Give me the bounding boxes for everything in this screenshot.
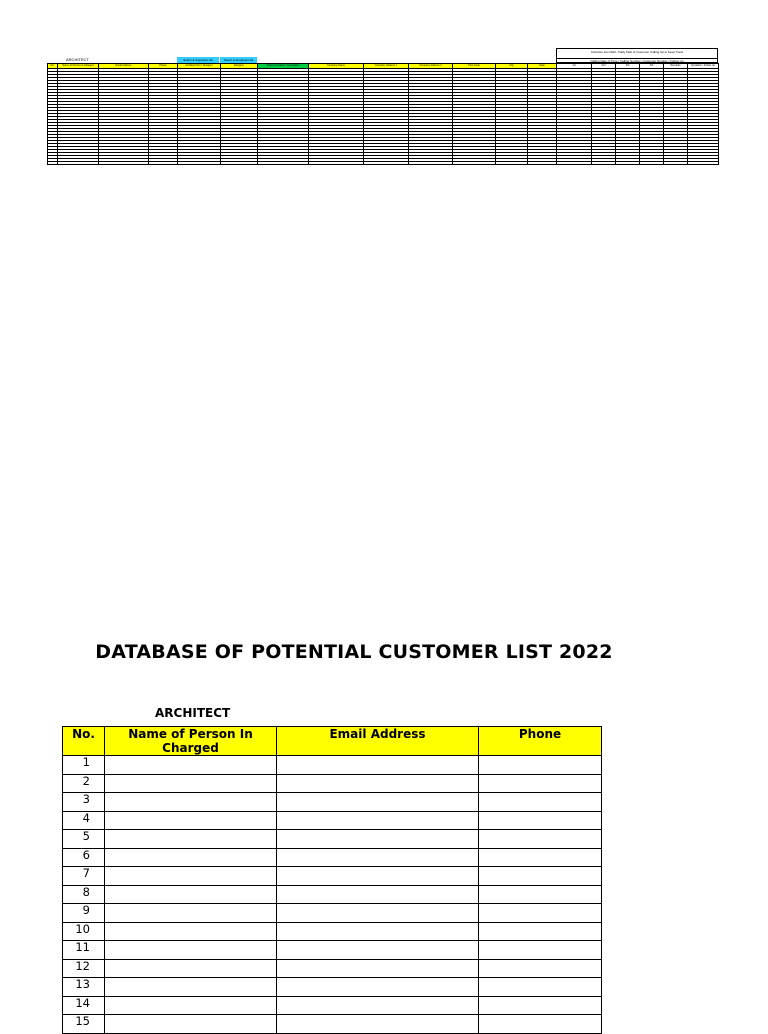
small-table-cell[interactable] [149,162,178,165]
small-spreadsheet [0,0,768,300]
phone-cell[interactable] [479,848,602,867]
category-label: ARCHITECT [155,706,231,720]
row-number: 10 [63,922,105,941]
email-cell[interactable] [277,904,479,923]
name-cell[interactable] [105,904,277,923]
small-table-cell[interactable] [58,162,99,165]
row-number: 4 [63,811,105,830]
phone-cell[interactable] [479,978,602,997]
table-row [63,830,602,849]
phone-cell[interactable] [479,922,602,941]
row-number: 3 [63,793,105,812]
small-table-cell[interactable] [258,162,309,165]
phone-cell[interactable] [479,885,602,904]
row-number: 14 [63,996,105,1015]
small-table-header-cell: Email Address [99,64,149,69]
small-data-table [47,63,719,165]
name-cell[interactable] [105,996,277,1015]
table-row [63,774,602,793]
table-row [63,978,602,997]
phone-cell[interactable] [479,996,602,1015]
email-cell[interactable] [277,978,479,997]
small-table-header-cell: Project Location / Description [258,64,309,69]
email-cell[interactable] [277,848,479,867]
small-table-header-cell: Phone [149,64,178,69]
small-table-cell[interactable] [453,162,496,165]
header-no: No. [63,727,105,756]
small-table-header-cell: Designer [221,64,258,69]
small-table-header-cell: Name of Person In Charged [58,64,99,69]
name-cell[interactable] [105,978,277,997]
row-number: 5 [63,830,105,849]
small-table-header-cell: Company Name [309,64,364,69]
row-number: 15 [63,1015,105,1034]
phone-cell[interactable] [479,774,602,793]
row-number: 7 [63,867,105,886]
small-table-header-cell: Post Code [453,64,496,69]
row-number: 13 [63,978,105,997]
small-table-cell[interactable] [409,162,453,165]
small-table-header-cell: 4th [640,64,664,69]
small-table-cell[interactable] [688,162,719,165]
name-cell[interactable] [105,922,277,941]
row-number: 2 [63,774,105,793]
table-row [63,922,602,941]
row-number: 9 [63,904,105,923]
small-table-cell[interactable] [640,162,664,165]
small-table-cell[interactable] [364,162,409,165]
table-row [63,867,602,886]
name-cell[interactable] [105,848,277,867]
email-cell[interactable] [277,996,479,1015]
table-header-row [63,727,602,756]
document-title: DATABASE OF POTENTIAL CUSTOMER LIST 2022 [95,641,613,663]
small-table-header-cell: Architect Firm / Designer [178,64,221,69]
phone-cell[interactable] [479,941,602,960]
small-table-cell[interactable] [592,162,616,165]
email-cell[interactable] [277,793,479,812]
small-table-cell[interactable] [557,162,592,165]
name-cell[interactable] [105,793,277,812]
email-cell[interactable] [277,885,479,904]
email-cell[interactable] [277,959,479,978]
email-cell[interactable] [277,774,479,793]
phone-cell[interactable] [479,867,602,886]
row-number: 8 [63,885,105,904]
name-cell[interactable] [105,830,277,849]
activity-tracker-title: Activities Jan 2022 : Daily Task of Customer Calling list to Keep Track [590,50,684,54]
email-cell[interactable] [277,922,479,941]
table-row [63,756,602,775]
table-row [63,793,602,812]
name-cell[interactable] [105,885,277,904]
name-cell[interactable] [105,756,277,775]
phone-cell[interactable] [479,904,602,923]
customer-table [62,726,602,1034]
small-table-header-cell: 2nd [592,64,616,69]
header-email: Email Address [277,727,479,756]
phone-cell[interactable] [479,811,602,830]
table-row [63,996,602,1015]
header-name: Name of Person In Charged [105,727,277,756]
small-table-cell[interactable] [664,162,688,165]
name-cell[interactable] [105,959,277,978]
small-table-header-cell: Remarks [664,64,688,69]
phone-cell[interactable] [479,830,602,849]
small-table-cell[interactable] [616,162,640,165]
header-phone: Phone [479,727,602,756]
row-number: 12 [63,959,105,978]
small-table-header-cell: City [496,64,528,69]
table-row [63,941,602,960]
activity-tracker-subtitle: Calling Date of Time / Calling Number / Customer Number / Follow Up [557,58,717,63]
phone-cell[interactable] [479,756,602,775]
phone-cell[interactable] [479,959,602,978]
email-cell[interactable] [277,941,479,960]
small-table-cell[interactable] [309,162,364,165]
small-table-header-cell: No. [48,64,58,69]
small-table-header-cell: Company Address 2 [409,64,453,69]
table-row [63,848,602,867]
dropdown-note-2: Select & dropdown list [220,57,257,63]
table-row [63,959,602,978]
small-table-cell[interactable] [178,162,221,165]
small-table-header-cell: 3rd [616,64,640,69]
small-table-header-cell: 1st [557,64,592,69]
activity-tracker-header [556,48,718,63]
row-number: 6 [63,848,105,867]
small-table-cell[interactable] [496,162,528,165]
small-table-cell[interactable] [221,162,258,165]
row-number: 11 [63,941,105,960]
name-cell[interactable] [105,774,277,793]
email-cell[interactable] [277,756,479,775]
small-table-header-cell: Company Address 1 [364,64,409,69]
table-row [63,904,602,923]
name-cell[interactable] [105,867,277,886]
name-cell[interactable] [105,811,277,830]
row-number: 1 [63,756,105,775]
table-row [63,811,602,830]
email-cell[interactable] [277,867,479,886]
small-table-row [48,162,719,165]
dropdown-note-1: Select & dropdown list [177,57,219,63]
small-table-cell[interactable] [99,162,149,165]
small-table-header-cell: State [528,64,557,69]
small-table-cell[interactable] [528,162,557,165]
email-cell[interactable] [277,811,479,830]
email-cell[interactable] [277,830,479,849]
small-table-header-cell: Quotation / Follow Up [688,64,719,69]
table-row [63,885,602,904]
small-sheet-category: ARCHITECT [66,57,89,62]
name-cell[interactable] [105,941,277,960]
small-table-cell[interactable] [48,162,58,165]
phone-cell[interactable] [479,793,602,812]
